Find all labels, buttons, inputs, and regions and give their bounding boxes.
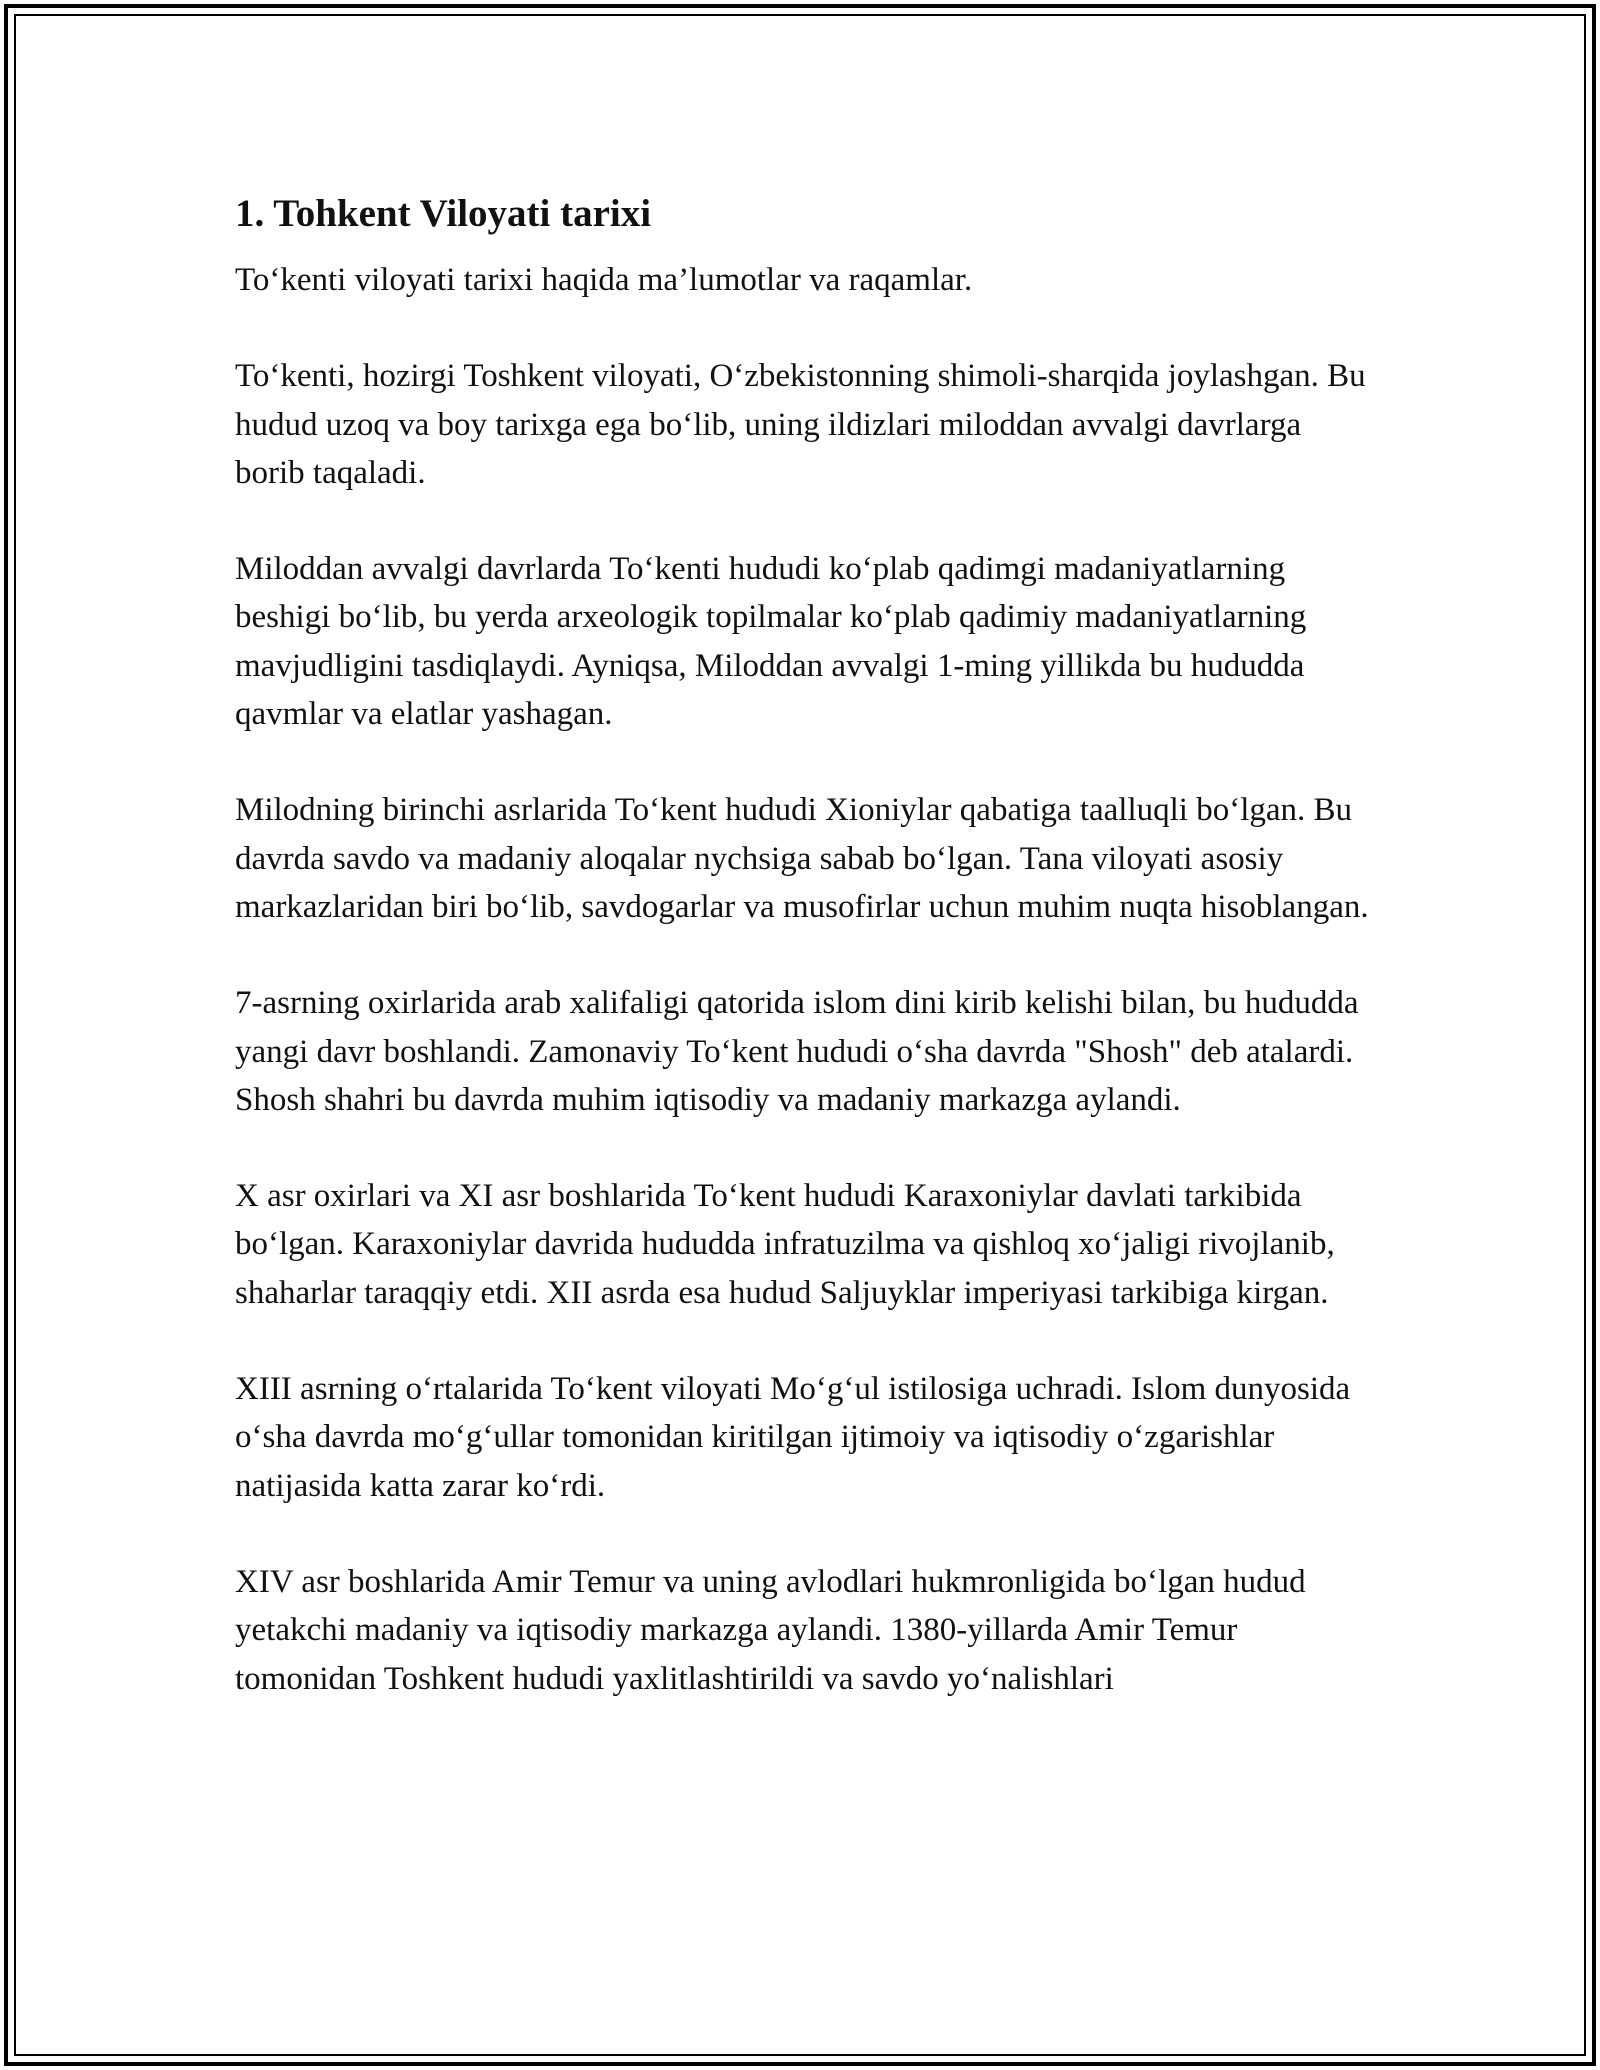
paragraph-arab-period: 7-asrning oxirlarida arab xalifaligi qatorida islom dini kirib kelishi bilan, bu hududda yangi davr boshlandi. Zamonaviy To‘kent hududi o‘sha davrda "Shosh" deb atalardi. Shosh shahri bu davrda muhim iqtisodiy va madaniy markazga aylandi.: [235, 985, 1359, 1118]
paragraph-karakhanid-period: X asr oxirlari va XI asr boshlarida To‘kent hududi Karaxoniylar davlati tarkibida bo‘lgan. Karaxoniylar davrida hududda infratuzilma va qishloq xo‘jaligi rivojlanib, shaharlar taraqqiy etdi. XII asrda esa hudud Saljuyklar imperiyasi tarkibiga kirgan.: [235, 1178, 1335, 1311]
document-title: 1. Tohkent Viloyati tarixi: [235, 192, 652, 235]
paragraph-mongol-period: XIII asrning o‘rtalarida To‘kent viloyati Mo‘g‘ul istilosiga uchradi. Islom dunyosida o‘sha davrda mo‘g‘ullar tomonidan kiritilgan ijtimoiy va iqtisodiy o‘zgarishlar natijasida katta zarar ko‘rdi.: [235, 1371, 1351, 1504]
document-body: [235, 186, 1375, 1703]
paragraph-ancient-period: Miloddan avvalgi davrlarda To‘kenti hududi ko‘plab qadimgi madaniyatlarning beshigi bo‘lib, bu yerda arxeologik topilmalar ko‘plab qadimiy madaniyatlarning mavjudligini tasdiqlaydi. Ayniqsa, Miloddan avvalgi 1-ming yillikda bu hududda qavmlar va elatlar yashagan.: [235, 551, 1307, 733]
paragraph-early-centuries: Milodning birinchi asrlarida To‘kent hududi Xioniylar qabatiga taalluqli bo‘lgan. Bu davrda savdo va madaniy aloqalar nychsiga sabab bo‘lgan. Tana viloyati asosiy markazlaridan biri bo‘lib, savdogarlar va musofirlar uchun muhim nuqta hisoblangan.: [235, 792, 1369, 925]
paragraph-intro: To‘kenti viloyati tarixi haqida ma’lumotlar va raqamlar.: [235, 262, 973, 298]
paragraph-location: To‘kenti, hozirgi Toshkent viloyati, O‘zbekistonning shimoli-sharqida joylashgan. Bu hudud uzoq va boy tarixga ega bo‘lib, uning ildizlari miloddan avvalgi davrlarga borib taqaladi.: [235, 358, 1366, 491]
paragraph-timurid-period: XIV asr boshlarida Amir Temur va uning avlodlari hukmronligida bo‘lgan hudud yetakchi madaniy va iqtisodiy markazga aylandi. 1380-yillarda Amir Temur tomonidan Toshkent hududi yaxlitlashtirildi va savdo yo‘nalishlari: [235, 1563, 1306, 1697]
